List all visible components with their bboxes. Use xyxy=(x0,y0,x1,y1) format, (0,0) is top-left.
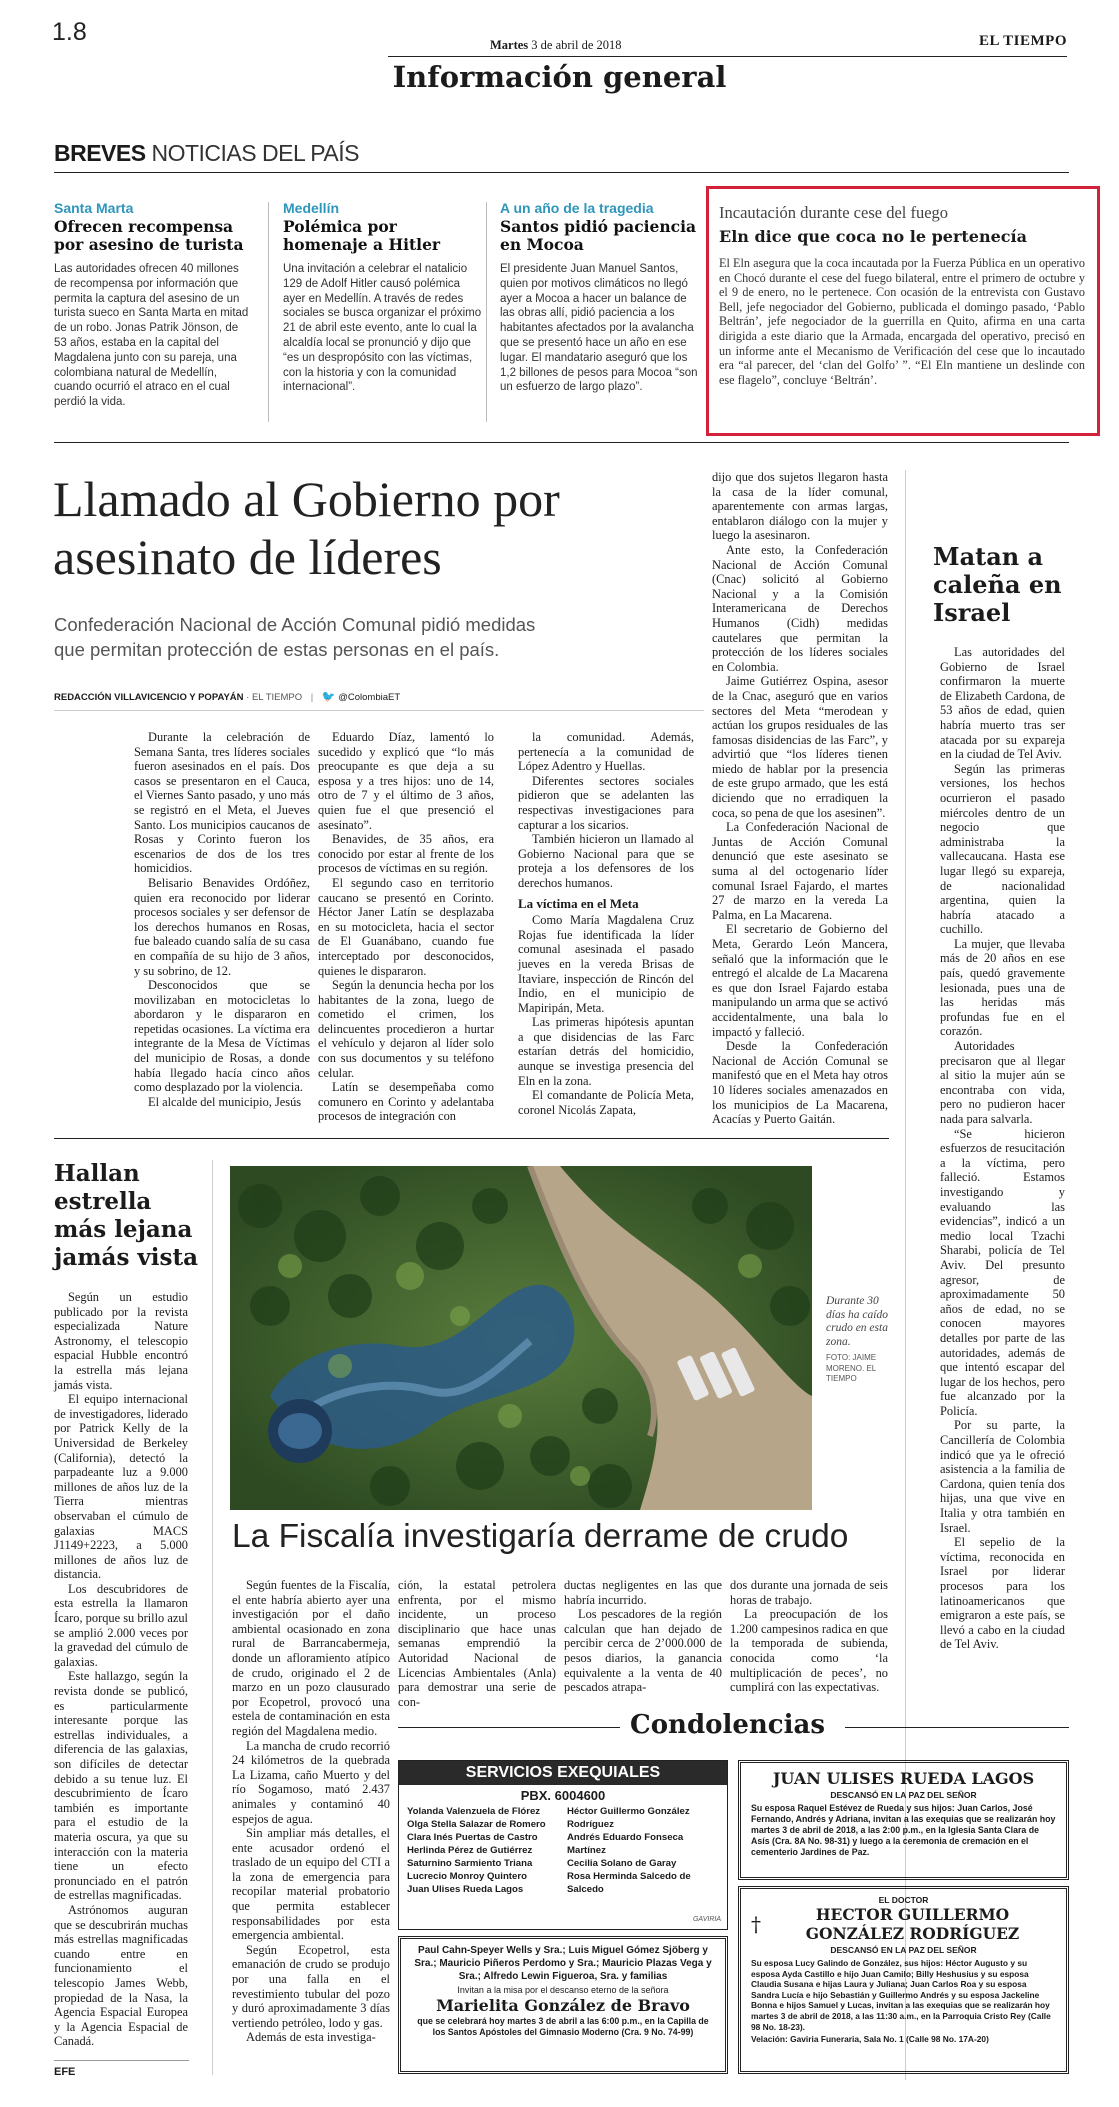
main-col-4: dijo que dos sujetos llegaron hasta la casa de la líder comunal, aparentemente con armas largas, entablaron diálogo con la mujer y luego la asesinaron. Ante esto, la Confederación Nacional de Acción Comunal (Cnac) solicitó al Gobierno Nacional y a la Comisión Interamericana de Derechos Humanos (Cidh) medidas cautelares que permitan la protección de los líderes sociales en Colombia. Jaime Gutiérrez Ospina, asesor de la Cnac, aseguró que en varios sectores del Meta “merodean y actúan los grupos residuales de las famosas disidencias de las Farc”, y advirtió que “los líderes tienen miedo de hablar por la presencia de este grupo armado, que les está diciendo que no erradiquen la coca, so pena de que los asesinen”. La Confederación Nacional de Juntas de Acción Comunal denunció que este asesinato se suma al del octogenario líder comunal Israel Fajardo, el martes 27 de marzo en la vereda La Palma, en La Macarena. El secretario de Gobierno del Meta, Gerardo León Mancera, señaló que la información que le entregó el alcalde de La Macarena es que don Israel Fajardo estaba manipulando un arma que se activó accidentalmente, una bala lo impactó y falleció. Desde la Confederación Nacional de Acción Comunal se manifestó que en el Meta hay otros 10 líderes sociales amenazados en los municipios de La Macarena, Acacías y Puerto Gaitán. xyxy=(712,470,888,1127)
fiscalia-col-2: ción, la estatal petrolera enfrenta, por el mismo incidente, un proceso disciplinario que hace unas semanas emprendió la Autoridad Nacional de Licencias Ambientales (Anla) para demostrar una serie de con- xyxy=(398,1578,556,1709)
fiscalia-col-1: Según fuentes de la Fiscalía, el ente habría abierto ayer una investigación por el daño ambiental ocasionado en zona rural de Barrancabermeja, donde un afloramiento atípico de crudo, originado el 2 de marzo en un pozo clausurado por Ecopetrol, provocó una estela de contaminación en esta región del Magdalena medio. La mancha de crudo recorrió 24 kilómetros de la quebrada La Lizama, caño Muerto y del río Sogamoso, mató 2.437 animales y contaminó 40 espejos de agua. Sin ampliar más detalles, el ente acusador ordenó el traslado de un equipo del CTI a la zona de emergencia para recopilar material probatorio que permita establecer responsabilidades por esta emergencia ambiental. Según Ecopetrol, esta emanación de crudo se produjo por una falla en el revestimiento tubular del pozo y duró aproximadamente 3 días vertiendo petróleo, lodo y gas. Además de esta investiga- xyxy=(232,1578,390,2045)
breves-rule xyxy=(54,172,1069,173)
main-col-3: la comunidad. Además, pertenecía a la comunidad de López Adentro y Huellas. Diferentes sectores sociales pidieron que se adelanten las respectivas investigaciones para capturar a los sicarios. También hicieron un llamado al Gobierno Nacional para que se proteja a los defensores de los derechos humanos. La víctima en el Meta Como María Magdalena Cruz Rojas fue identificada la líder comunal asesinada el pasado jueves en la vereda Brisas de Itaviare, inspección de Rincón del Indio, en el municipio de Mapiripán, Meta. Las primeras hipótesis apuntan a que disidencias de las Farc estarían detrás del homicidio, aunque se investiga presencia del Eln en la zona. El comandante de Policía Meta, coronel Nicolás Zapata, xyxy=(518,730,694,1117)
brief-divider xyxy=(268,202,269,422)
rueda-rip: DESCANSÓ EN LA PAZ DEL SEÑOR xyxy=(830,1790,977,1800)
estrella-body: Según un estudio publicado por la revista especializada Nature Astronomy, el telescopio espacial Hubble encontró la estrella más lejana jamás vista. El equipo internacional de investigadores, liderado por Patrick Kelly de la Universidad de Berkeley (California), detectó la parpadeante luz a 9.000 millones de años luz de la Tierra mientras observaban el cúmulo de galaxias MACS J1149+2223, a 5.000 millones de años luz de distancia. Los descubridores de esta estrella la llamaron Ícaro, porque su brillo azul se amplió 2.000 veces por la gravedad del cúmulo de galaxias. Este hallazgo, según la revista donde se publicó, es particularmente interesante porque las estrellas individuales, a diferencia de las galaxias, son difíciles de detectar debido a su tenue luz. El descubrimiento de Ícaro también es importante para el estudio de la materia oscura, ya que su interacción con la materia tiene un efecto pronunciado en el patrón de estrellas magnificadas. Astrónomos auguran que se descubrirán muchas más estrellas magnificadas cuando entre en funcionamiento el telescopio James Webb, propiedad de la Nasa, la Agencia Espacial Europea y la Agencia Espacial de Canadá. xyxy=(54,1290,188,2049)
eln-kicker: Incautación durante cese del fuego xyxy=(719,203,949,222)
brief-location: Medellín xyxy=(283,200,340,216)
bravo-details: que se celebrará hoy martes 3 de abril a las 6:00 p.m., en la Capilla de los Santos Apóstoles del Gimnasio Moderno (Cra. 9 No. 74-99) xyxy=(417,2016,709,2037)
gonzalez-title: EL DOCTOR xyxy=(878,1895,929,1905)
brief-santa-marta xyxy=(54,200,254,410)
fiscalia-col-4: dos durante una jornada de seis horas de trabajo. La preocupación de los 1.200 campesinos radica en que la temporada de subienda, conocida como ‘la multiplicación de peces’, no cumplirá con las expectativas. xyxy=(730,1578,888,1695)
brief-headline: Santos pidió paciencia en Mocoa xyxy=(500,217,697,254)
estrella-rule xyxy=(54,2060,189,2061)
brief-text: El presidente Juan Manuel Santos, quien por motivos climáticos no llegó ayer a Mocoa a hacer un balance de las obras allí, pidió paciencia a los habitantes afectados por la avalancha que se presentó hace un año en ese lugar. El mandatario aseguró que los 1,2 billones de pesos para Mocoa “son un esfuerzo de largo plazo”. xyxy=(500,263,698,394)
breves-bottom-rule xyxy=(54,442,1069,443)
oil-spill-photo xyxy=(230,1166,812,1510)
left-divider xyxy=(212,1160,213,2075)
rueda-text: Su esposa Raquel Estévez de Rueda y sus hijos: Juan Carlos, José Fernando, Andrés y Adriana, invitan a las exequias que se realizarán hoy martes 3 de abril de 2018, a las 2:00 p.m., en la Iglesia Santa Clara de Asís (Cra. 8A No. 98-31) y luego a la ceremonia de cremación en el cementerio Jardines de Paz. xyxy=(751,1803,1056,1857)
main-deck: Confederación Nacional de Acción Comunal pidió medidas que permitan protección de estas personas en el país. xyxy=(54,614,536,660)
gonzalez-notice xyxy=(738,1886,1069,2074)
brief-mocoa xyxy=(500,200,700,395)
breves-title: BREVES NOTICIAS DEL PAÍS xyxy=(54,140,359,166)
condolencias-rule-right xyxy=(845,1727,1069,1728)
gonzalez-name: HECTOR GUILLERMO GONZÁLEZ RODRÍGUEZ xyxy=(805,1905,1020,1943)
date-line: Martes 3 de abril de 2018 xyxy=(490,38,622,52)
gaviria-logo: GAVIRIA xyxy=(692,1916,721,1923)
fiscalia-headline: La Fiscalía investigaría derrame de crudo xyxy=(232,1518,849,1555)
brief-divider xyxy=(486,202,487,422)
eln-headline: Eln dice que coca no le pertenecía xyxy=(719,227,1027,246)
rueda-notice xyxy=(738,1760,1069,1880)
brief-headline: Ofrecen recompensa por asesino de turista xyxy=(54,217,244,254)
bravo-deceased: Marielita González de Bravo xyxy=(436,1996,690,2015)
subhead-meta: La víctima en el Meta xyxy=(518,895,639,911)
cross-icon: † xyxy=(751,1912,761,1936)
israel-headline: Matan a caleña en Israel xyxy=(933,542,1062,627)
bravo-notice xyxy=(398,1936,728,2074)
brief-medellin xyxy=(283,200,483,395)
rueda-name: JUAN ULISES RUEDA LAGOS xyxy=(772,1769,1035,1788)
main-col-2: Eduardo Díaz, lamentó lo sucedido y explicó que “lo más preocupante es que deja a su esposa y a tres hijos: uno de 14, otro de 7 y el último de 3 años, quien fue el que presenció el asesinato”. Benavides, de 35 años, era conocido por estar al frente de los procesos de víctimas en su región. El segundo caso en territorio caucano se presentó en Corinto. Héctor Janer Latín se desplazaba en su motocicleta, hacia el sector de El Guanábano, cuando fue interceptado por desconocidos, quienes le dispararon. Según la denuncia hecha por los habitantes de la zona, luego de cometido el crimen, los delincuentes procedieron a hurtar el vehículo y dejaron al líder solo con sus documentos y su teléfono celular. Latín se desempeñaba como comunero en Corinto y adelantaba procesos de integración con xyxy=(318,730,494,1124)
page-number: 1.8 xyxy=(52,18,87,46)
main-headline: Llamado al Gobierno por asesinato de líderes xyxy=(53,471,560,585)
header-rule xyxy=(388,56,1067,57)
bravo-names: Paul Cahn-Speyer Wells y Sra.; Luis Miguel Gómez Sjöberg y Sra.; Mauricio Piñeros Perdomo y Sra.; Mauricio Plazas Vega y Sra.; Alfredo Lewin Figueroa, Sra. y familias xyxy=(414,1945,712,1982)
twitter-icon: 🐦 xyxy=(321,691,336,703)
fiscalia-col-3: ductas negligentes en las que habría incurrido. Los pescadores de la región calculan que han dejado de percibir cerca de 2’000.000 de pesos diarios, la ganancia equivalente a la venta de 40 pescados atrapa- xyxy=(564,1578,722,1695)
brief-location: A un año de la tragedia xyxy=(500,200,654,216)
gonzalez-rip: DESCANSÓ EN LA PAZ DEL SEÑOR xyxy=(830,1945,977,1955)
byline: REDACCIÓN VILLAVICENCIO Y POPAYÁN · EL TIEMPO | 🐦 @ColombiaET xyxy=(54,691,401,703)
exequiales-phone: PBX. 6004600 xyxy=(520,1788,606,1803)
brief-text: Una invitación a celebrar el natalicio 129 de Adolf Hitler causó polémica ayer en Medellín. A través de redes sociales se busca organizar el próximo 21 de abril este evento, ante lo cual la alcaldía local se pronunció y dijo que “es un despropósito con las víctimas, con la historia y con la comunidad internacional”. xyxy=(283,263,482,394)
estrella-credit: EFE xyxy=(54,2066,76,2078)
condolencias-rule-left xyxy=(398,1727,620,1728)
eln-box xyxy=(706,186,1100,436)
brief-text: Las autoridades ofrecen 40 millones de recompensa por información que permita la captura del asesino de un turista sueco en Santa Marta en mitad de un robo. Jonas Patrik Jönson, de 53 años, estaba en la capital del Magdalena junto con su pareja, una colombiana natural de Medellín, cuando ocurrió el atraco en el cual perdió la vida. xyxy=(54,263,249,409)
exequiales-box: SERVICIOS EXEQUIALES PBX. 6004600 Yolanda Valenzuela de Flórez Olga Stella Salazar de Romero Clara Inés Puertas de Castro Herlinda Pérez de Gutiérrez Saturnino Sarmiento Triana Lucrecio Monroy Quintero Juan Ulises Rueda Lagos Héctor Guillermo González Rodríguez Andrés Eduardo Fonseca Martínez Cecilia Solano de Garay Rosa Herminda Salcedo de Salcedo GAVIRIA xyxy=(398,1760,728,1930)
main-col-1: Durante la celebración de Semana Santa, tres líderes sociales fueron asesinados en el país. Dos casos se presentaron en el Cauca, el Viernes Santo pasado, y uno más se registró en el Meta, el Jueves Santo. Los municipios caucanos de Rosas y Corinto fueron los escenarios de dos de los tres homicidios. Belisario Benavides Ordóñez, quien era reconocido por liderar procesos sociales y ser defensor de los derechos humanos en Rosas, fue baleado cuando salía de su casa en compañía de su hijo de 3 años, y su sobrino, de 12. Desconocidos que se movilizaban en motocicletas lo abordaron y le dispararon en repetidas ocasiones. La víctima era integrante de la Mesa de Víctimas del municipio de Rosas, a donde había llegado hacía cinco años como desplazado por la violencia. El alcalde del municipio, Jesús xyxy=(134,730,310,1109)
photo-credit: FOTO: JAIME MORENO. EL TIEMPO xyxy=(826,1353,877,1383)
bravo-invite: Invitan a la misa por el descanso eterno de la señora xyxy=(457,1985,669,1995)
brief-location: Santa Marta xyxy=(54,200,134,216)
brief-headline: Polémica por homenaje a Hitler xyxy=(283,217,441,254)
eln-text: El Eln asegura que la coca incautada por la Fuerza Pública en un operativo en Chocó durante el cese del fuego bilateral, entre el primero de octubre y el 9 de enero, no le pertenece. Con ocasión de la entrevista con Gustavo Bell, jefe negociador del Gobierno, publicada el domingo pasado, ‘Pablo Beltrán’, jefe negociador de la guerrilla en Quito, afirma en una carta dirigida a este diario que la Armada, encargada del operativo, precisó en un informe ante el Mecanismo de Verificación del cese que lo incautado era “al parecer, del ‘clan del Golfo’ ”. “El Eln mantiene un deslinde con ese flagelo”, concluye ‘Beltrán’. xyxy=(719,256,1085,387)
gonzalez-velacion: Velación: Gaviria Funeraria, Sala No. 1 (Calle 98 No. 17A-20) xyxy=(751,2034,989,2045)
condolencias-title: Condolencias xyxy=(630,1710,825,1740)
exequiales-title: SERVICIOS EXEQUIALES xyxy=(399,1761,727,1785)
gonzalez-text: Su esposa Lucy Galindo de González, sus hijos: Héctor Augusto y su esposa Ayda Castillo e hijo Juan Camilo; Billy Heshusius y su esposa Claudia Susana e hijas Laura y Juliana; Juan Carlos Roa y su esposa Sandra Lucía e hijo Sebastián y Guillermo Andrés y su esposa Jackeline Bonna e hijos Samuel y Lucas, invitan a las exequias que se realizarán hoy martes 3 de abril de 2018, a las 11:30 a.m., en la Parroquia Cristo Rey (Calle 98 No. 18-23). xyxy=(751,1958,1051,2032)
mid-rule xyxy=(54,1138,889,1139)
byline-rule xyxy=(54,710,704,711)
israel-body: Las autoridades del Gobierno de Israel confirmaron la muerte de Elizabeth Cardona, de 53 años de edad, quien habría muerto tras ser atacada por su expareja en la ciudad de Tel Aviv. Según las primeras versiones, los hechos ocurrieron el pasado miércoles dentro de un negocio que administraba la vallecaucana. Hasta ese lugar llegó su expareja, de nacionalidad argentina, quien la habría atacado a cuchillo. La mujer, que llevaba más de 20 años en ese país, quedó gravemente lesionada, pues una de las heridas más profundas fue en el corazón. Autoridades precisaron que al llegar al sitio la mujer aún se encontraba con vida, pero no pudieron hacer nada para salvarla. “Se hicieron esfuerzos de resucitación a la víctima, pero falleció. Estamos investigando y evaluando las evidencias”, indicó a un medio local Tzachi Sharabi, policía de Tel Aviv. Del presunto agresor, de aproximadamente 50 años de edad, no se conocen mayores detalles por parte de las autoridades, además de que intentó escapar del lugar de los hechos, pero fue alcanzado por la Policía. Por su parte, la Cancillería de Colombia indicó que ya le ofreció asistencia a la familia de Cardona, quien tenía dos hijas, una que vive en Italia y otra también en Israel. El sepelio de la víctima, reconocida en Israel por liderar procesos para los latinoamericanos que emigraron a este país, se llevó a cabo en la ciudad de Tel Aviv. xyxy=(940,645,1065,1652)
photo-caption: Durante 30 días ha caído crudo en esta zona. FOTO: JAIME MORENO. EL TIEMPO xyxy=(826,1295,896,1385)
section-title: Información general xyxy=(392,60,727,94)
brand-logo: EL TIEMPO xyxy=(979,33,1067,49)
estrella-headline: Hallan estrella más lejana jamás vista xyxy=(54,1160,198,1271)
